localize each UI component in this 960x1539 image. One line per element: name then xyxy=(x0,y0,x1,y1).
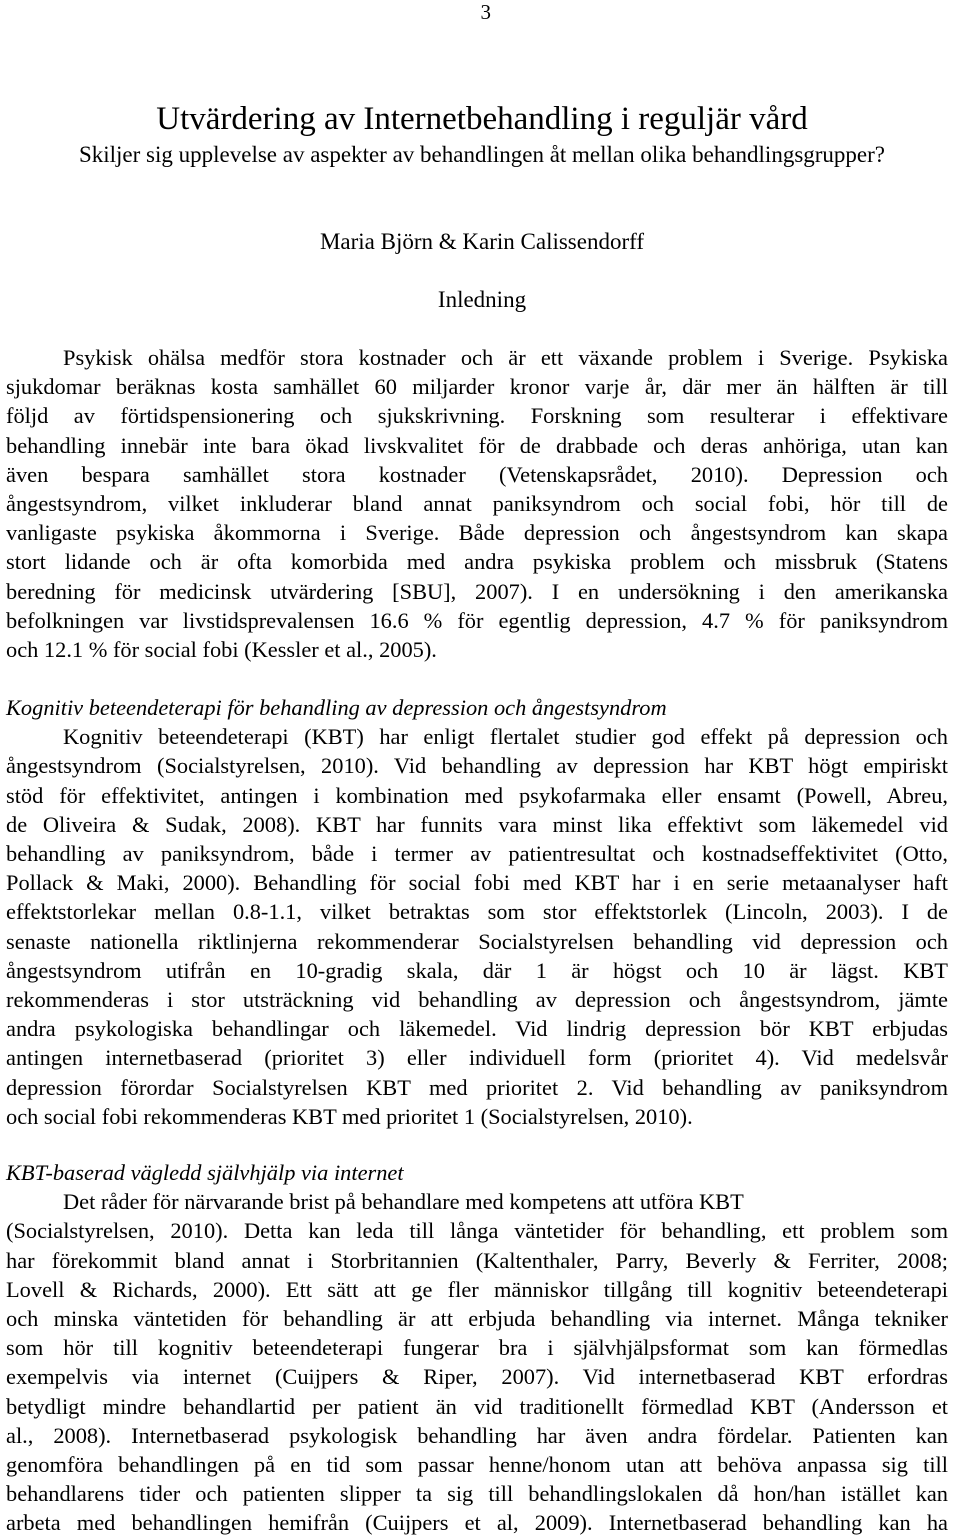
paragraph-line: som hör till kognitiv beteendeterapi fungerar bra i självhjälpsformat som kan förmedlas xyxy=(6,1335,948,1361)
intro-heading: Inledning xyxy=(437,287,527,312)
paragraph-line: ångestsyndrom (Socialstyrelsen, 2010). Vid behandling av depression har KBT högt empiriskt xyxy=(6,753,948,779)
paragraph-line: sjukdomar beräknas kosta samhället 60 miljarder kronor varje år, där mer än hälften är till xyxy=(6,374,948,400)
paragraph-line: även bespara samhället stora kostnader (Vetenskapsrådet, 2010). Depression och xyxy=(6,461,948,487)
paragraph-line: behandling innebär inte bara ökad livskvalitet för de drabbade och deras anhöriga, utan kan xyxy=(6,432,948,458)
internet-section xyxy=(6,1158,948,1538)
paragraph-line: stöd för effektivitet, antingen i kombination med psykofarmaka eller ensamt (Powell, Abreu, xyxy=(6,782,948,808)
paragraph-line: betydligt mindre behandlartid per patient än vid traditionellt förmedlad KBT (Andersson et xyxy=(6,1393,948,1419)
paragraph-line: andra psykologiska behandlingar och läkemedel. Vid lindrig depression bör KBT erbjudas xyxy=(6,1016,948,1042)
paragraph-line: har förekommit bland annat i Storbritannien (Kaltenthaler, Parry, Beverly & Ferriter, 2008; xyxy=(6,1247,948,1273)
paragraph-line: stort lidande och är ofta komorbida med andra psykiska problem och missbruk (Statens xyxy=(6,549,948,575)
paragraph-line: arbeta med behandlingen hemifrån (Cuijpers et al, 2009). Internetbaserad behandling kan ha xyxy=(6,1510,948,1536)
paragraph-line: al., 2008). Internetbaserad psykologisk behandling har även andra fördelar. Patienten kan xyxy=(6,1422,948,1448)
kbt-section-heading: Kognitiv beteendeterapi för behandling av depression och ångestsyndrom xyxy=(6,695,667,720)
paragraph-line: senaste nationella riktlinjerna rekommenderar Socialstyrelsen behandling vid depression och xyxy=(6,928,948,954)
paragraph-line: Kognitiv beteendeterapi (KBT) har enligt flertalet studier god effekt på depression och xyxy=(63,724,948,750)
intro-paragraph xyxy=(6,343,948,664)
paragraph-line: ångestsyndrom, vilket inkluderar bland annat paniksyndrom och social fobi, hör till de xyxy=(6,491,948,517)
paragraph-line: effektstorlekar mellan 0.8-1.1, vilket betraktas som stor effektstorlek (Lincoln, 2003). I de xyxy=(6,899,948,925)
paragraph-line: depression förordar Socialstyrelsen KBT med prioritet 2. Vid behandling av paniksyndrom xyxy=(6,1074,948,1100)
paragraph-line: vanligaste psykiska åkommorna i Sverige. Både depression och ångestsyndrom kan skapa xyxy=(6,520,948,546)
paragraph-line: Det råder för närvarande brist på behandlare med kompetens att utföra KBT xyxy=(63,1189,744,1215)
paragraph-line: följd av förtidspensionering och sjukskrivning. Forskning som resulterar i effektivare xyxy=(6,403,948,429)
paragraph-line: de Oliveira & Sudak, 2008). KBT har funnits vara minst lika effektivt som läkemedel vid xyxy=(6,811,948,837)
paragraph-line: exempelvis via internet (Cuijpers & Riper, 2007). Vid internetbaserad KBT erfordras xyxy=(6,1364,948,1390)
paragraph-line: antingen internetbaserad (prioritet 3) eller individuell form (prioritet 4). Vid medelsvår xyxy=(6,1045,948,1071)
paragraph-line: Psykisk ohälsa medför stora kostnader och är ett växande problem i Sverige. Psykiska xyxy=(63,345,948,370)
document-title: Utvärdering av Internetbehandling i reguljär vård xyxy=(156,101,808,137)
document-subtitle: Skiljer sig upplevelse av aspekter av behandlingen åt mellan olika behandlingsgrupper? xyxy=(78,142,886,167)
paragraph-line: och minska väntetiden för behandling är att erbjuda behandling via internet. Många tekniker xyxy=(6,1306,948,1332)
paragraph-line: och 12.1 % för social fobi (Kessler et al., 2005). xyxy=(6,637,437,663)
paragraph-line: (Socialstyrelsen, 2010). Detta kan leda till långa väntetider för behandling, ett problem som xyxy=(6,1218,948,1244)
page-number: 3 xyxy=(480,0,491,24)
paragraph-line: ångestsyndrom utifrån en 10-gradig skala, där 1 är högst och 10 är lägst. KBT xyxy=(6,957,948,983)
paragraph-line: beredning för medicinsk utvärdering [SBU], 2007). I en undersökning i den amerikanska xyxy=(6,578,948,604)
paragraph-line: genomföra behandlingen på en tid som passar henne/honom utan att behöva anpassa sig till xyxy=(6,1452,948,1478)
paragraph-line: rekommenderas i stor utsträckning vid behandling av depression och ångestsyndrom, jämte xyxy=(6,987,948,1013)
paragraph-line: Lovell & Richards, 2000). Ett sätt att ge fler människor tillgång till kognitiv beteendeterapi xyxy=(6,1276,948,1302)
paragraph-line: behandlarens tider och patienten slipper ta sig till behandlingslokalen då hon/han istället kan xyxy=(6,1481,948,1507)
paragraph-line: behandling av paniksyndrom, både i termer av patientresultat och kostnadseffektivitet (Otto, xyxy=(6,841,948,867)
authors: Maria Björn & Karin Calissendorff xyxy=(319,229,645,254)
paragraph-line: Pollack & Maki, 2000). Behandling för social fobi med KBT har i en serie metaanalyser haft xyxy=(6,870,948,896)
paragraph-line: befolkningen var livstidsprevalensen 16.6 % för egentlig depression, 4.7 % för paniksyndrom xyxy=(6,607,948,633)
paragraph-line: och social fobi rekommenderas KBT med prioritet 1 (Socialstyrelsen, 2010). xyxy=(6,1103,693,1129)
internet-section-heading: KBT-baserad vägledd självhjälp via internet xyxy=(6,1160,404,1185)
kbt-section xyxy=(6,693,948,1131)
